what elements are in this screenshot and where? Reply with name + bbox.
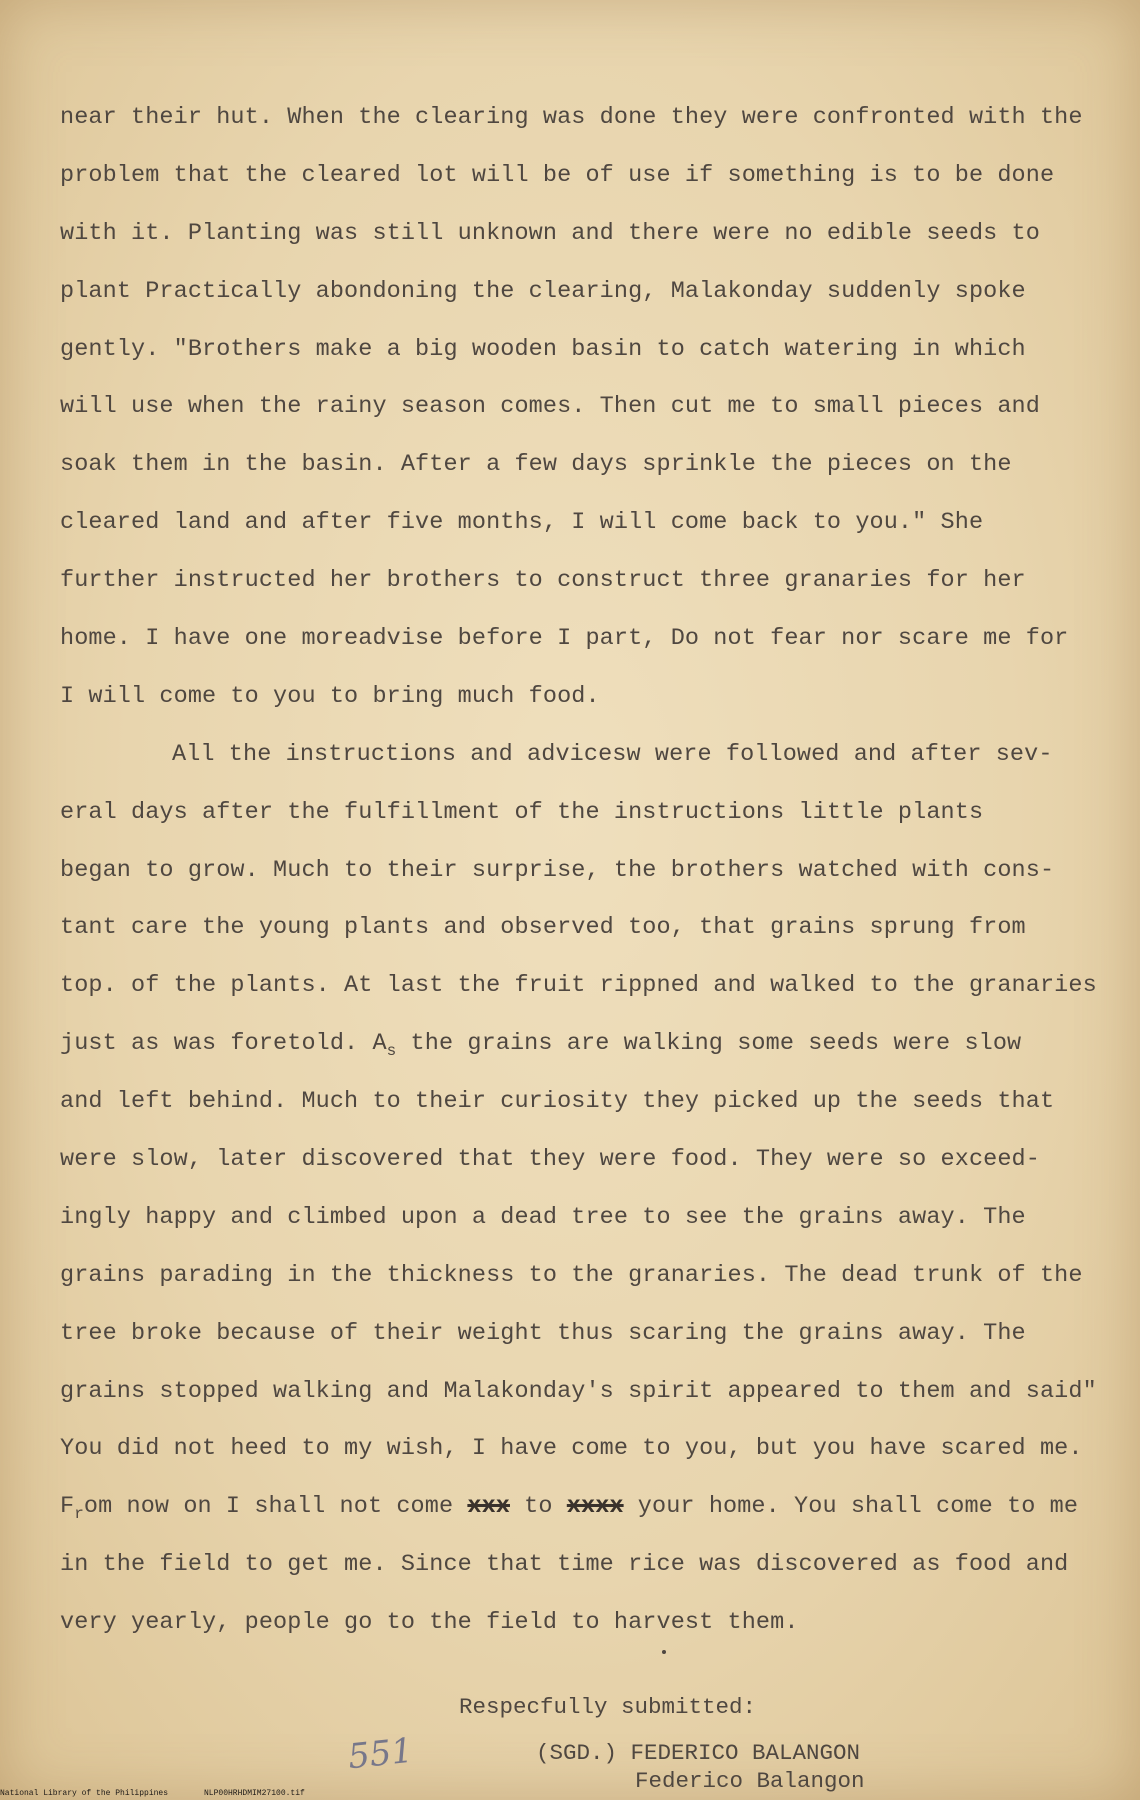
typed-name: Federico Balangon — [635, 1768, 865, 1794]
subscript-letter: r — [74, 1505, 84, 1524]
text-line: grains stopped walking and Malakonday's spirit appeared to them and said" — [60, 1377, 1097, 1405]
text-line: tree broke because of their weight thus scaring the grains away. The — [60, 1319, 1026, 1347]
text-segment: F — [60, 1493, 75, 1521]
text-line: further instructed her brothers to construct three granaries for her — [60, 567, 1026, 595]
text-segment: to — [509, 1493, 567, 1521]
document-body — [60, 89, 1120, 1652]
text-line: with it. Planting was still unknown and there were no edible seeds to — [60, 219, 1040, 247]
text-line — [60, 1015, 1120, 1073]
text-line: grains parading in the thickness to the granaries. The dead trunk of the — [60, 1261, 1083, 1289]
text-line: plant Practically abondoning the clearing, Malakonday suddenly spoke — [60, 277, 1026, 305]
text-line: You did not heed to my wish, I have come to you, but you have scared me. — [60, 1435, 1083, 1463]
text-line: problem that the cleared lot will be of use if something is to be done — [60, 161, 1055, 189]
text-segment: just as was foretold. A — [60, 1030, 387, 1058]
ink-mark — [662, 1650, 666, 1654]
closing-salutation: Respecfully submitted: — [459, 1694, 757, 1720]
text-line: eral days after the fulfillment of the instructions little plants — [60, 798, 984, 826]
text-line: very yearly, people go to the field to harvest them. — [60, 1609, 799, 1637]
text-line: soak them in the basin. After a few days sprinkle the pieces on the — [60, 451, 1012, 479]
text-segment: your home. You shall come to me — [623, 1493, 1079, 1521]
subscript-letter: s — [386, 1042, 397, 1061]
text-line: ingly happy and climbed upon a dead tree to see the grains away. The — [60, 1203, 1026, 1231]
text-line: were slow, later discovered that they were food. They were so exceed- — [60, 1146, 1040, 1174]
text-segment: the grains are walking some seeds were slow — [396, 1030, 1022, 1058]
text-line: near their hut. When the clearing was done they were confronted with the — [60, 104, 1083, 131]
signature-line: (SGD.) FEDERICO BALANGON — [536, 1740, 861, 1766]
text-line: gently. "Brothers make a big wooden basin to catch watering in which — [60, 335, 1026, 363]
handwritten-page-number: 551 — [346, 1730, 415, 1778]
text-line: tant care the young plants and observed too, that grains sprung from — [60, 914, 1026, 942]
paragraph-first-line: All the instructions and advicesw were followed and after sev- — [172, 740, 1053, 768]
text-line: home. I have one moreadvise before I part, Do not fear nor scare me for — [60, 625, 1069, 653]
text-line: I will come to you to bring much food. — [60, 682, 600, 710]
text-line: and left behind. Much to their curiosity they picked up the seeds that — [60, 1088, 1055, 1116]
text-line — [60, 1478, 1120, 1536]
footer-filename: NLP00HRHDMIM27100.tif — [204, 1789, 305, 1798]
footer-library: National Library of the Philippines — [0, 1789, 169, 1798]
struck-out-text: xxxx — [566, 1493, 624, 1521]
struck-out-text: xxx — [467, 1493, 510, 1521]
text-line: began to grow. Much to their surprise, the brothers watched with cons- — [60, 856, 1055, 884]
text-line: in the field to get me. Since that time rice was discovered as food and — [60, 1551, 1069, 1579]
text-line: cleared land and after five months, I will come back to you." She — [60, 509, 984, 537]
text-line: will use when the rainy season comes. Then cut me to small pieces and — [60, 393, 1040, 421]
text-line: top. of the plants. At last the fruit rippned and walked to the granaries — [60, 972, 1097, 1000]
text-segment: om now on I shall not come — [83, 1493, 468, 1521]
